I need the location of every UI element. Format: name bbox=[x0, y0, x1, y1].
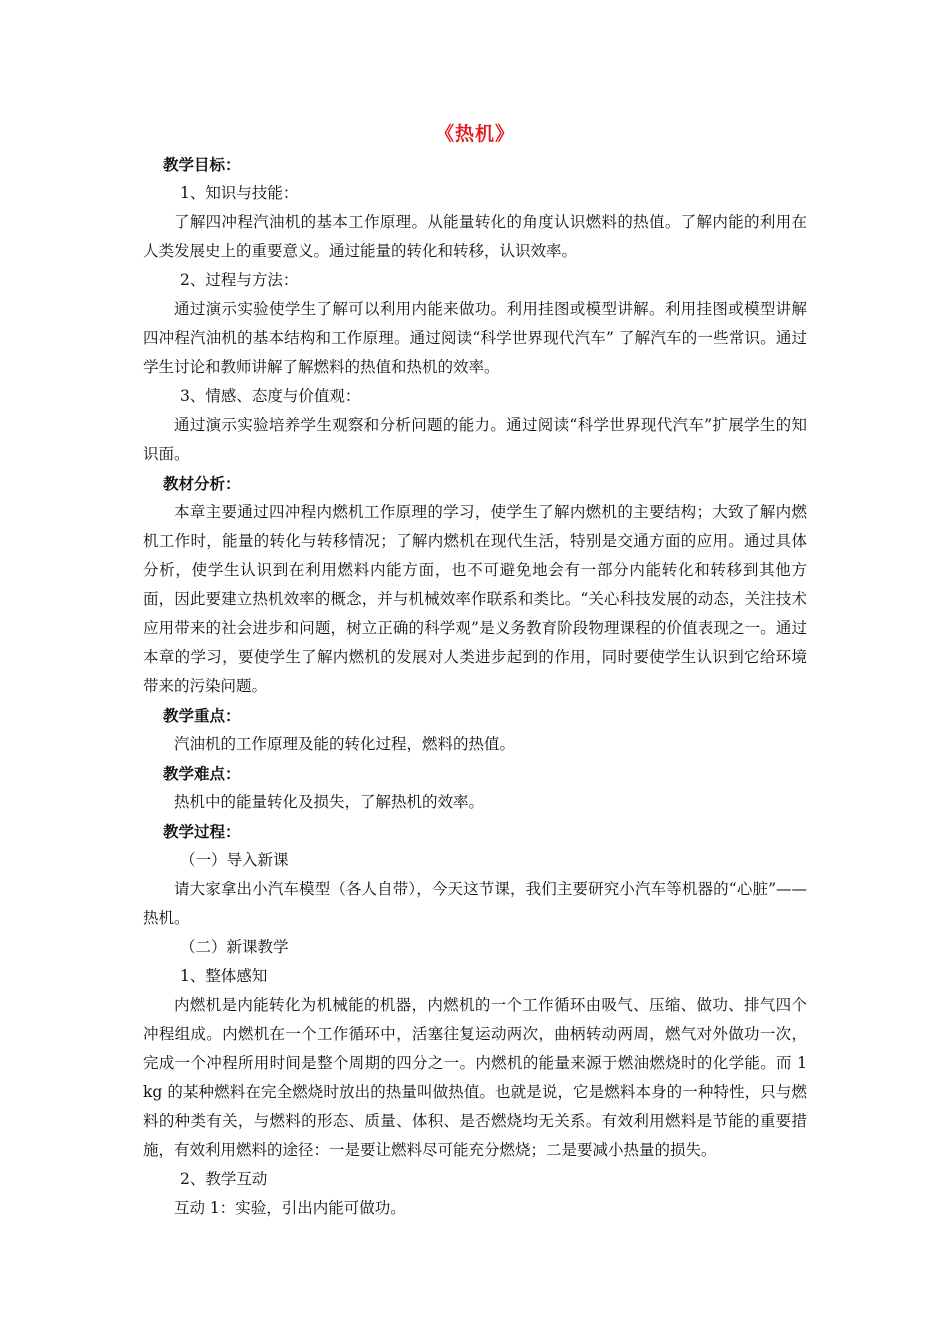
goal-2-label: 2、过程与方法： bbox=[180, 271, 299, 289]
interaction-1-text: 互动 1：实验，引出内能可做功。 bbox=[174, 1199, 406, 1217]
goal-3-label: 3、情感、态度与价值观： bbox=[180, 387, 361, 405]
step-1-label: 1、整体感知 bbox=[180, 967, 268, 985]
heading-teaching-goals: 教学目标： bbox=[163, 155, 241, 174]
difficult-points-text: 热机中的能量转化及损失，了解热机的效率。 bbox=[174, 793, 485, 811]
heading-key-points: 教学重点： bbox=[163, 706, 241, 725]
step-2-label: 2、教学互动 bbox=[180, 1170, 268, 1188]
goal-3-text: 通过演示实验培养学生观察和分析问题的能力。通过阅读“科学世界现代汽车”扩展学生的知识面。 bbox=[143, 416, 807, 463]
goal-1-text: 了解四冲程汽油机的基本工作原理。从能量转化的角度认识燃料的热值。了解内能的利用在人类发展史上的重要意义。通过能量的转化和转移，认识效率。 bbox=[143, 213, 807, 260]
heading-material-analysis: 教材分析： bbox=[163, 474, 241, 493]
goal-2-text: 通过演示实验使学生了解可以利用内能来做功。利用挂图或模型讲解。利用挂图或模型讲解四冲程汽油机的基本结构和工作原理。通过阅读“科学世界现代汽车” 了解汽车的一些常识。通过学生讨论和教师讲解了解燃料的热值和热机的效率。 bbox=[143, 300, 807, 376]
process-1-label: （一）导入新课 bbox=[180, 851, 289, 869]
heading-teaching-process: 教学过程： bbox=[163, 822, 241, 841]
process-2-label: （二）新课教学 bbox=[180, 938, 289, 956]
document-title: 《热机》 bbox=[434, 123, 515, 145]
heading-difficult-points: 教学难点： bbox=[163, 764, 241, 783]
analysis-text: 本章主要通过四冲程内燃机工作原理的学习，使学生了解内燃机的主要结构；大致了解内燃机工作时，能量的转化与转移情况；了解内燃机在现代生活，特别是交通方面的应用。通过具体分析，使学生认识到在利用燃料内能方面，也不可避免地会有一部分内能转化和转移到其他方面，因此要建立热机效率的概念，并与机械效率作联系和类比。“关心科技发展的动态，关注技术应用带来的社会进步和问题，树立正确的科学观”是义务教育阶段物理课程的价值表现之一。通过本章的学习，要使学生了解内燃机的发展对人类进步起到的作用，同时要使学生认识到它给环境带来的污染问题。 bbox=[143, 503, 807, 695]
step-1-text: 内燃机是内能转化为机械能的机器，内燃机的一个工作循环由吸气、压缩、做功、排气四个冲程组成。内燃机在一个工作循环中，活塞往复运动两次，曲柄转动两周，燃气对外做功一次，完成一个冲程所用时间是整个周期的四分之一。内燃机的能量来源于燃油燃烧时的化学能。而 1 kg 的某种燃料在完全燃烧时放出的热量叫做热值。也就是说，它是燃料本身的一种特性，只与燃料的种类有关，与燃料的形态、质量、体积、是否燃烧均无关系。有效利用燃料是节能的重要措施，有效利用燃料的途径：一是要让燃料尽可能充分燃烧；二是要减小热量的损失。 bbox=[143, 996, 807, 1159]
goal-1-label: 1、知识与技能： bbox=[180, 184, 299, 202]
process-1-text: 请大家拿出小汽车模型（各人自带），今天这节课，我们主要研究小汽车等机器的“心脏”——热机。 bbox=[143, 880, 807, 927]
key-points-text: 汽油机的工作原理及能的转化过程，燃料的热值。 bbox=[174, 735, 516, 753]
document-page bbox=[143, 120, 807, 1223]
